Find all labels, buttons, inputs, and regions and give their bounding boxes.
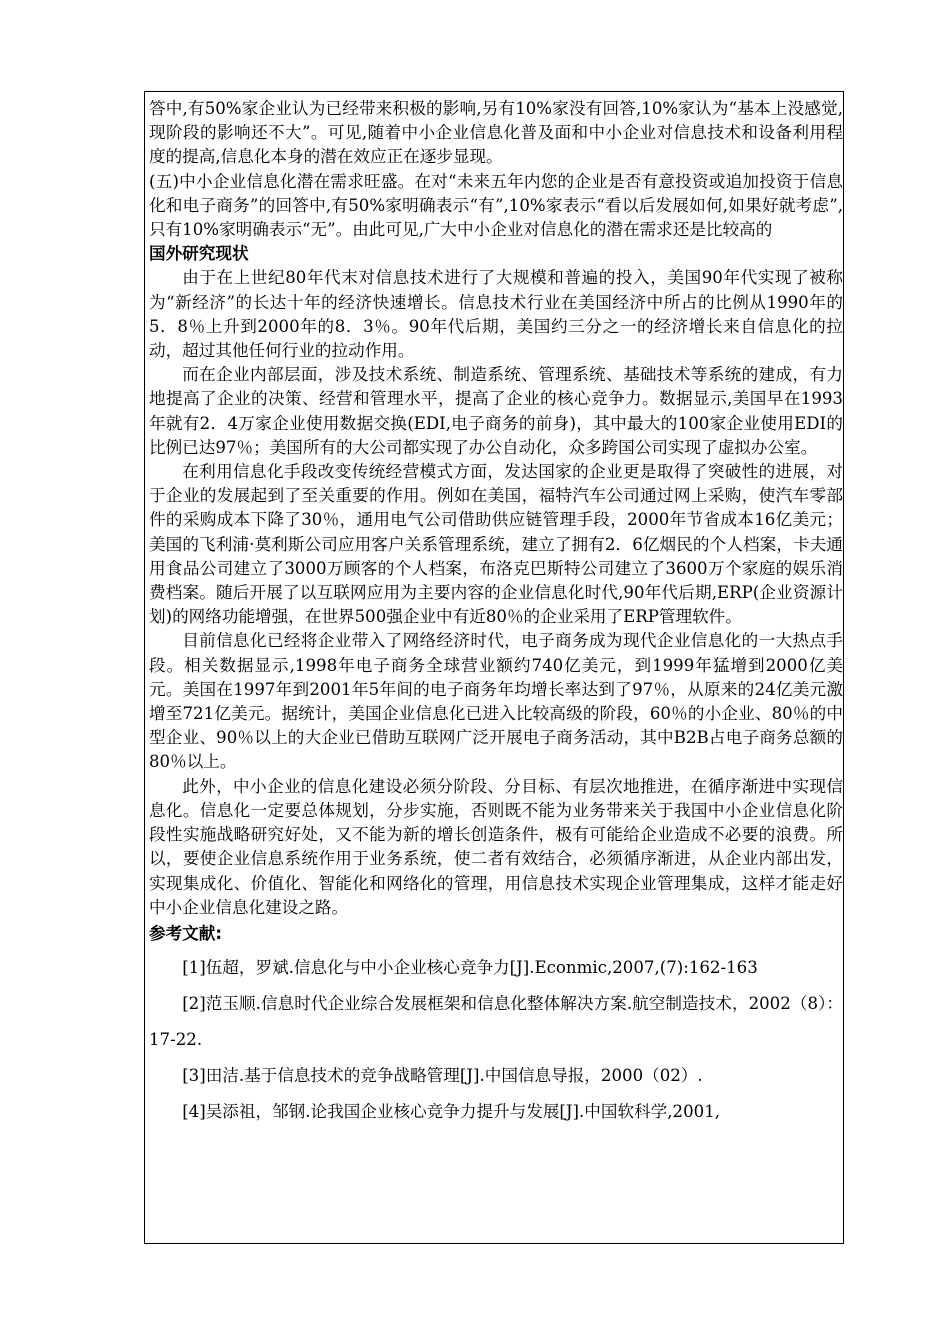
reference-item: [4]吴添祖，邹钢.论我国企业核心竞争力提升与发展[J].中国软科学,2001, — [182, 1102, 721, 1122]
paragraph-foreign-5: 此外，中小企业的信息化建设必须分阶段、分目标、有层次地推进，在循序渐进中实现信息化。信息化一定要总体规划，分步实施，否则既不能为业务带来关于我国中小企业信息化阶段性实施战略研究好处，又不能为新的增长创造条件，极有可能给企业造成不必要的浪费。所以，要使企业信息系统作用于业务系统，使二者有效结合，必须循序渐进，从企业内部出发，实现集成化、价值化、智能化和网络化的管理，用信息技术实现企业管理集成，这样才能走好中小企业信息化建设之路。 — [149, 776, 843, 917]
reference-item: [2]范玉顺.信息时代企业综合发展框架和信息化整体解决方案.航空制造技术，2002（8）：17-22. — [149, 994, 843, 1050]
paragraph-potential-demand: (五)中小企业信息化潜在需求旺盛。在对“未来五年内您的企业是否有意投资或追加投资于信息化和电子商务”的回答中,有50%家明确表示“有”,10%家表示“看以后发展如何,如果好就考虑”,只有10%家明确表示“无”。由此可见,广大中小企业对信息化的潜在需求还是比较高的 — [149, 171, 843, 240]
reference-item: [1]伍超，罗斌.信息化与中小企业核心竞争力[J].Econmic,2007,(7):162-163 — [182, 958, 758, 978]
paragraph-foreign-1: 由于在上世纪80年代末对信息技术进行了大规模和普遍的投入，美国90年代实现了被称为“新经济”的长达十年的经济快速增长。信息技术行业在美国经济中所占的比例从1990年的5．8％上升到2000年的8．3％。90年代后期，美国约三分之一的经济增长来自信息化的拉动，超过其他任何行业的拉动作用。 — [149, 268, 843, 361]
section-heading-foreign-research: 国外研究现状 — [149, 244, 249, 264]
reference-item: [3]田洁.基于信息技术的竞争战略管理[J].中国信息导报，2000（02）. — [182, 1066, 703, 1086]
paragraph-foreign-2: 而在企业内部层面，涉及技术系统、制造系统、管理系统、基础技术等系统的建成，有力地提高了企业的决策、经营和管理水平，提高了企业的核心竞争力。数据显示,美国早在1993年就有2．4万家企业使用数据交换(EDI,电子商务的前身)，其中最大的100家企业使用EDI的比例已达97％；美国所有的大公司都实现了办公自动化，众多跨国公司实现了虚拟办公室。 — [149, 365, 843, 457]
paragraph-foreign-4: 目前信息化已经将企业带入了网络经济时代，电子商务成为现代企业信息化的一大热点手段。相关数据显示,1998年电子商务全球营业额约740亿美元，到1999年猛增到2000亿美元。美国在1997年到2001年5年间的电子商务年均增长率达到了97％，从原来的24亿美元激增至721亿美元。据统计，美国企业信息化已进入比较高级的阶段，60％的小企业、80％的中型企业、90％以上的大企业已借助互联网广泛开展电子商务活动，其中B2B占电子商务总额的80％以上。 — [149, 631, 843, 772]
document-body — [149, 97, 843, 1130]
paragraph-foreign-3: 在利用信息化手段改变传统经营模式方面，发达国家的企业更是取得了突破性的进展，对于企业的发展起到了至关重要的作用。例如在美国，福特汽车公司通过网上采购，使汽车零部件的采购成本下降了30％，通用电气公司借助供应链管理手段，2000年节省成本16亿美元；美国的飞利浦·莫利斯公司应用客户关系管理系统，建立了拥有2．6亿烟民的个人档案，卡夫通用食品公司建立了3000万顾客的个人档案，布洛克巴斯特公司建立了3600万个家庭的娱乐消费档案。随后开展了以互联网应用为主要内容的企业信息化时代,90年代后期,ERP(企业资源计划)的网络功能增强，在世界500强企业中有近80％的企业采用了ERP管理软件。 — [149, 462, 843, 627]
section-heading-references: 参考文献: — [149, 923, 223, 943]
paragraph-survey-impact: 答中,有50%家企业认为已经带来积极的影响,另有10%家没有回答,10%家认为“基本上没感觉,现阶段的影响还不大”。可见,随着中小企业信息化普及面和中小企业对信息技术和设备利用程度的提高,信息化本身的潜在效应正在逐步显现。 — [149, 99, 843, 167]
